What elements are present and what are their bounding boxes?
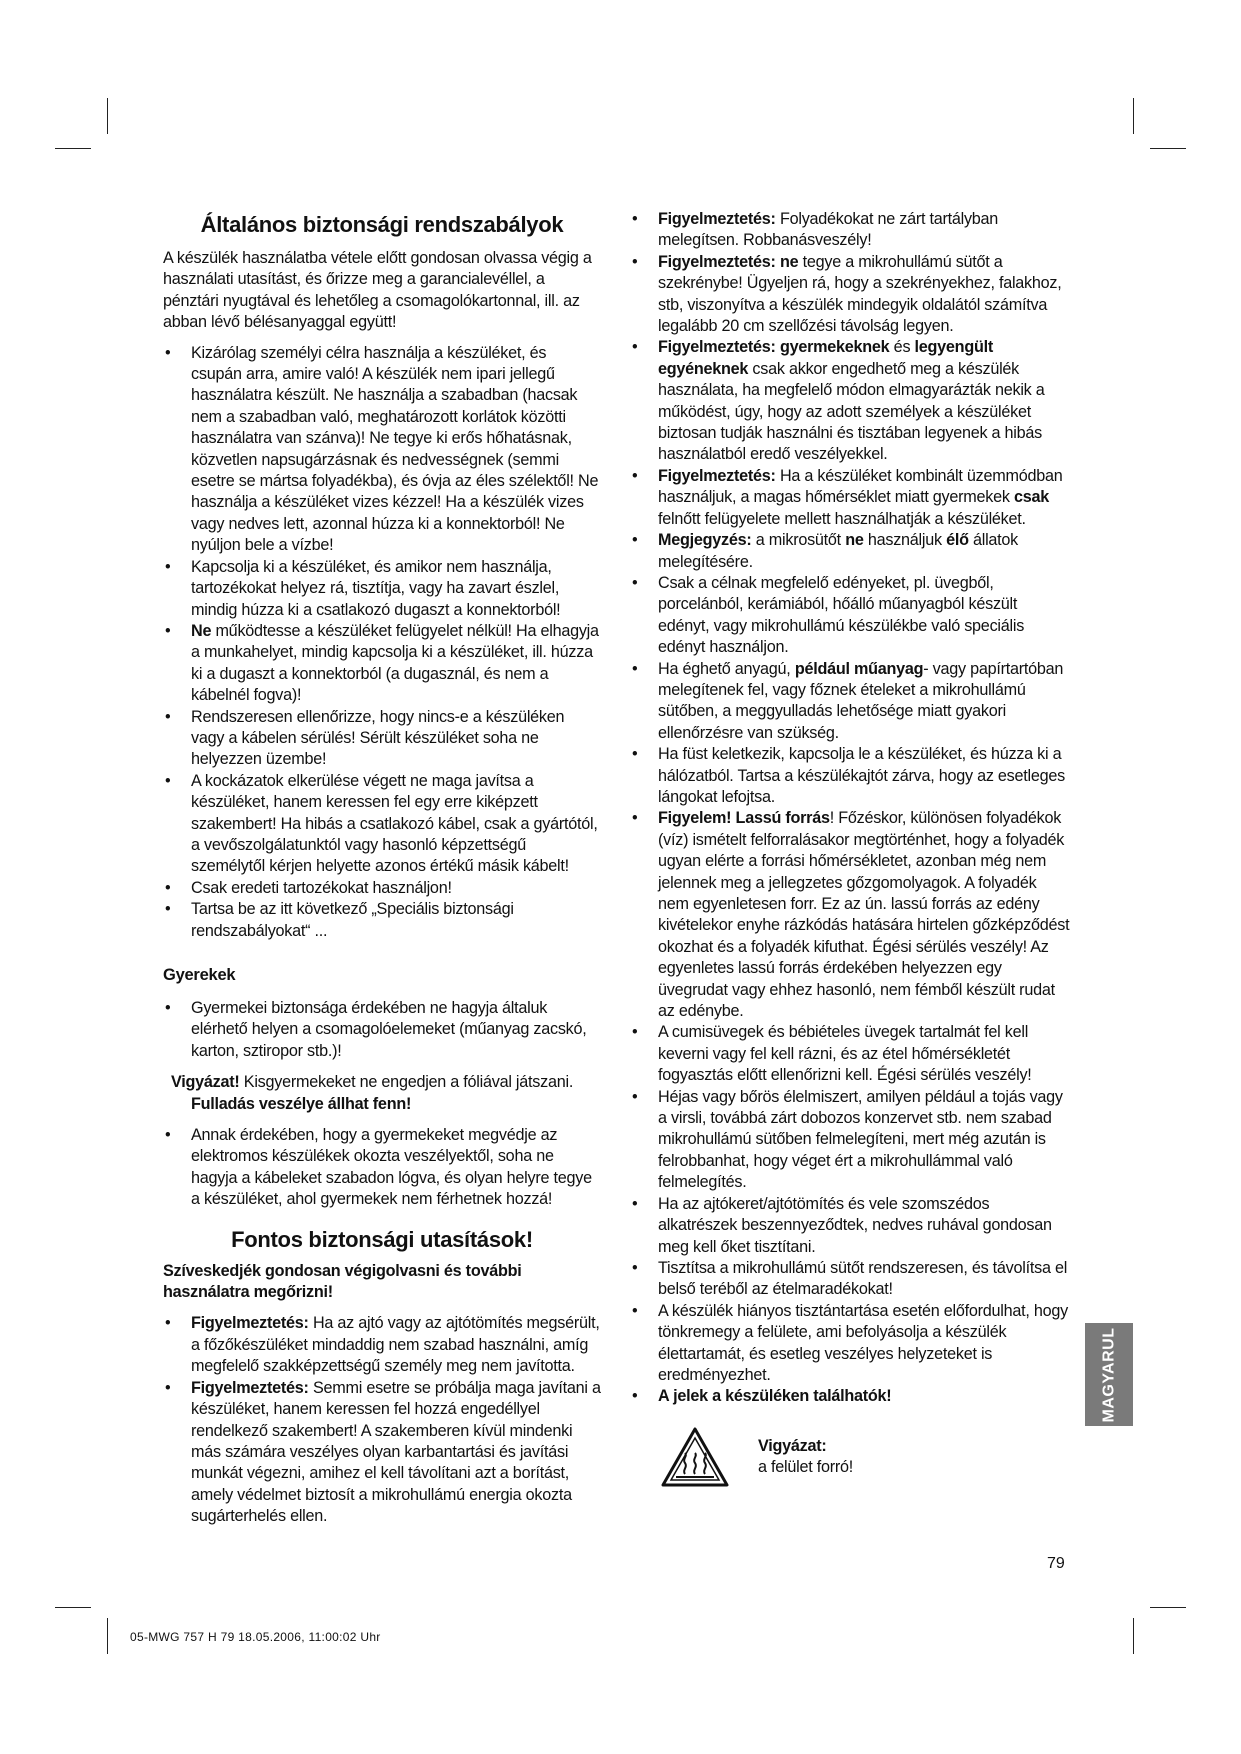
intro-paragraph: A készülék használatba vétele előtt gondosan olvassa végig a használati utasítást, és őrizze meg a garancialevéllel, a pénztári nyugtával és lehetőleg a csomagolókartonnal, ill. az abban lévő bélésanyaggal együtt! [163,249,592,332]
general-safety-list [163,343,601,942]
print-footer: 05-MWG 757 H 79 18.05.2006, 11:00:02 Uhr [130,1630,381,1644]
hot-surface-warning-icon [660,1426,730,1488]
language-tab-label: MAGYARUL [1100,1327,1117,1422]
list-item: • Csak a célnak megfelelő edényeket, pl. üvegből, porcelánból, kerámiából, hőálló műanyagból készült edényt, vagy mikrohullámú készülékbe való speciális edényt használjon. [630,573,1070,659]
list-item: • Rendszeresen ellenőrizze, hogy nincs-e a készüléken vagy a kábelen sérülés! Sérült készüléket soha ne helyezzen üzembe! [163,707,601,771]
list-item: • Ha füst keletkezik, kapcsolja le a készüléket, és húzza ki a hálózatból. Tartsa a készülékajtót zárva, hogy az esetleges lángokat lefojtsa. [630,744,1070,808]
children-list-2 [163,1125,601,1211]
section-title-general-safety: Általános biztonsági rendszabályok [200,212,564,237]
important-list [163,1313,601,1527]
list-item: • Gyermekei biztonsága érdekében ne hagyja általuk elérhető helyen a csomagolóelemeket (műanyag zacskó, karton, sztiropor stb.)! [163,998,601,1062]
crop-mark [1133,1618,1134,1654]
list-item: • Ne működtesse a készüléket felügyelet nélkül! Ha elhagyja a munkahelyet, mindig kapcsolja ki a készüléket, ill. húzza ki a dugaszt a konnektorból (a dugasznál, és nem a kábelnél fogva)! [163,621,601,707]
warning-title: Vigyázat: [758,1436,827,1455]
page-number: 79 [1047,1555,1065,1572]
important-intro: Szíveskedjék gondosan végigolvasni és további használatra megőrizni! [163,1261,522,1302]
list-item: • Megjegyzés: a mikrosütőt ne használjuk élő állatok melegítésére. [630,530,1070,573]
section-title-important: Fontos biztonsági utasítások! [231,1226,533,1252]
list-item: • Figyelmeztetés: Ha az ajtó vagy az ajtótömítés megsérült, a főzőkészüléket mindaddig nem szabad használni, amíg megfelelő szakképzettségű személy meg nem javította. [163,1313,601,1377]
hot-surface-warning [660,1426,1070,1488]
list-item: • Csak eredeti tartozékokat használjon! [163,878,601,899]
crop-mark [1150,148,1186,149]
left-column [163,212,601,1528]
suffocation-warning: Fulladás veszélye állhat fenn! [191,1094,412,1113]
list-item: • Figyelmeztetés: Folyadékokat ne zárt tartályban melegítsen. Robbanásveszély! [630,209,1070,252]
warning-text [758,1436,853,1479]
list-item: • Tisztítsa a mikrohullámú sütőt rendszeresen, és távolítsa el belső teréből az ételmaradékokat! [630,1258,1070,1301]
children-heading: Gyerekek [163,966,236,984]
list-item: • Figyelmeztetés: ne tegye a mikrohullámú sütőt a szekrénybe! Ügyeljen rá, hogy a szekrényekhez, falakhoz, stb, viszonyítva a készülék mindegyik oldalától számítva legalább 20 cm szellőzési távolság legyen. [630,252,1070,338]
warnings-list [630,209,1070,1408]
caution-label: Vigyázat! [171,1073,240,1092]
list-item: • Figyelmeztetés: Semmi esetre se próbálja maga javítani a készüléket, hanem keressen fel hozzá engedéllyel rendelkező szakembert! A szakemberen kívül mindenki más számára veszélyes olyan karbantartási és javítási munkát végezni, amihez el kell távolítani azt a borítást, amely védelmet biztosít a mikrohullámú energia okozta sugárterhelés ellen. [163,1378,601,1528]
list-item: • Figyelmeztetés: Ha a készüléket kombinált üzemmódban használjuk, a magas hőmérséklet miatt gyermekek csak felnőtt felügyelete mellett használhatják a készüléket. [630,466,1070,530]
list-item: • Kizárólag személyi célra használja a készüléket, és csupán arra, amire való! A készülék nem ipari jellegű használatra készült. Ne használja a szabadban (hacsak nem a szabadban való, meghatározott korlátok közötti használatra van szánva)! Ne tegye ki erős hőhatásnak, közvetlen napsugárzásnak és nedvességnek (semmi esetre se mártsa folyadékba), és óvja az éles szélektől! Ne használja a készüléket vizes kézzel! Ha a készülék vizes vagy nedves lett, azonnal húzza ki a konnektorból! Ne nyúljon bele a vízbe! [163,343,601,557]
crop-mark [107,1618,108,1654]
warning-body: a felület forró! [758,1458,853,1477]
list-item: • Kapcsolja ki a készüléket, és amikor nem használja, tartozékokat helyez rá, tisztítja, vagy ha zavart észlel, mindig húzza ki a csatlakozó dugaszt a konnektorból! [163,557,601,621]
list-item: • A jelek a készüléken találhatók! [630,1386,1070,1407]
crop-mark [1150,1607,1186,1608]
crop-mark [55,148,91,149]
list-item: • Figyelem! Lassú forrás! Főzéskor, különösen folyadékok (víz) ismételt felforralásakor megtörténhet, hogy a folyadék ugyan elérte a forrási hőmérsékletet, azonban még nem jelennek meg a jellegzetes gőzgomolyagok. A folyadék nem egyenletesen forr. Ez az ún. lassú forrás az edény kivételekor enyhe rázkódás hatására hirtelen gőzképződést okozhat és a folyadék kifuthat. Égési sérülés veszély! Az egyenletes lassú forrás érdekében helyezzen egy üvegrudat vagy ehhez hasonló, nem fémből készült rudat az edénybe. [630,808,1070,1022]
list-item: • Ha az ajtókeret/ajtótömítés és vele szomszédos alkatrészek beszennyeződtek, nedves ruhával gondosan meg kell őket tisztítani. [630,1194,1070,1258]
list-item: • A készülék hiányos tisztántartása esetén előfordulhat, hogy tönkremegy a felülete, ami befolyásolja a készülék élettartamát, és esetleg veszélyes helyzeteket is eredményezhet. [630,1301,1070,1387]
list-item: • Ha éghető anyagú, például műanyag- vagy papírtartóban melegítenek fel, vagy főznek ételeket a mikrohullámú sütőben, a meggyulladás lehetősége miatt gyakori ellenőrzésre van szükség. [630,659,1070,745]
list-item: • A kockázatok elkerülése végett ne maga javítsa a készüléket, hanem keressen fel egy erre kiképzett szakembert! Ha hibás a csatlakozó kábel, csak a gyártótól, a vevőszolgálatunktól vagy hasonló képzettségű személytől kérjen helyette azonos értékű másik kábelt! [163,771,601,878]
list-item: • Annak érdekében, hogy a gyermekeket megvédje az elektromos készülékek okozta veszélyektől, soha ne hagyja a kábeleket szabadon lógva, és olyan helyre tegye a készüléket, ahol gyermekek nem férhetnek hozzá! [163,1125,601,1211]
crop-mark [1133,98,1134,134]
list-item: • Figyelmeztetés: gyermekeknek és legyengült egyéneknek csak akkor engedhető meg a készülék használata, ha megfelelő módon elmagyarázták nekik a működést, úgy, hogy az adott személyek a készüléket biztosan tudják használni és tisztában legyenek a hibás használatból eredő veszélyekkel. [630,337,1070,465]
list-item: • Héjas vagy bőrös élelmiszert, amilyen például a tojás vagy a virsli, továbbá zárt dobozos konzervet stb. nem szabad mikrohullámú sütőben felmelegíteni, mert még azután is felrobbanhat, hogy véget ért a mikrohullámmal való felmelegítés. [630,1087,1070,1194]
caution-note: Vigyázat! Kisgyermekeket ne engedjen a fóliával játszani. Fulladás veszélye állhat fenn! [171,1073,574,1113]
crop-mark [107,98,108,134]
children-list [163,998,601,1062]
list-item: • Tartsa be az itt következő „Speciális biztonsági rendszabályokat“ ... [163,899,601,942]
language-tab [1085,1323,1133,1426]
right-column [630,209,1070,1488]
crop-mark [55,1607,91,1608]
list-item: • A cumisüvegek és bébiételes üvegek tartalmát fel kell keverni vagy fel kell rázni, és az étel hőmérsékletét fogyasztás előtt ellenőrizni kell. Égési sérülés veszély! [630,1022,1070,1086]
